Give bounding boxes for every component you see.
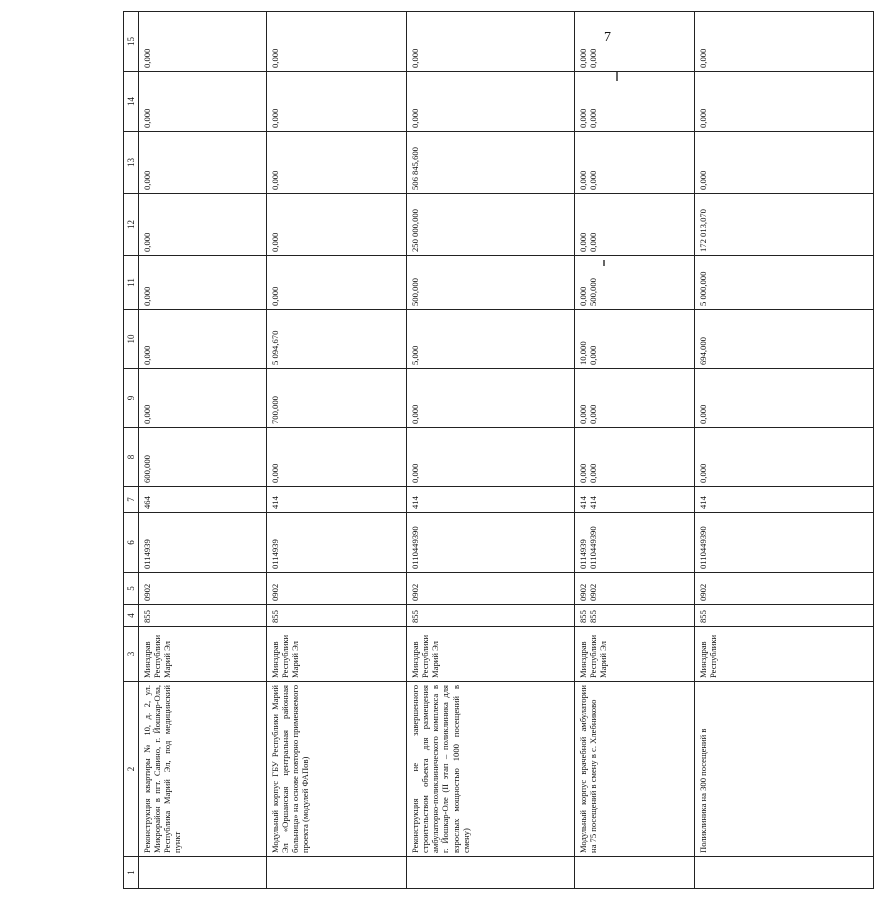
- cell-code: 0114939: [267, 513, 407, 573]
- cell-value: 5 094,670: [267, 310, 407, 369]
- cell-object-name: Поликлиника на 300 посещений в: [695, 682, 874, 857]
- table-row: [575, 12, 695, 889]
- cell-num: [139, 857, 267, 889]
- cell-value: 600,000: [139, 428, 267, 487]
- cell-code: 855: [267, 605, 407, 627]
- cell-code: 0114939: [139, 513, 267, 573]
- cell-value: 506 845,600: [407, 132, 575, 194]
- cell-value: 0,000: [407, 72, 575, 132]
- cell-value: 0,000: [695, 132, 874, 194]
- table-row: [139, 12, 267, 889]
- cell-value: 5,000: [407, 310, 575, 369]
- table-row: [407, 12, 575, 889]
- cell-value: 0,000: [267, 132, 407, 194]
- cell-value: 0,000 500,000: [575, 256, 695, 310]
- cell-value: 0,000 0,000: [575, 194, 695, 256]
- table-frame: [123, 12, 874, 889]
- table-row: [267, 12, 407, 889]
- cell-value: 0,000: [139, 194, 267, 256]
- cell-value: 0,000: [407, 428, 575, 487]
- cell-code: 855: [695, 605, 874, 627]
- cell-value: 0,000: [139, 132, 267, 194]
- cell-value: 0,000 0,000: [575, 428, 695, 487]
- cell-value: 0,000 0,000: [575, 12, 695, 72]
- cell-code: 0902: [407, 573, 575, 605]
- col-header: 13: [124, 132, 139, 194]
- cell-customer: Минздрав Республики Марий Эл: [575, 627, 695, 682]
- cell-value: 0,000: [139, 369, 267, 428]
- col-header: 8: [124, 428, 139, 487]
- header-row: [124, 12, 139, 889]
- cell-num: [407, 857, 575, 889]
- cell-object-name: Модульный корпус врачебной амбулатории на 75 посещений в смену в с. Хлебниково: [575, 682, 695, 857]
- cell-value: 700,000: [267, 369, 407, 428]
- cell-value: 694,000: [695, 310, 874, 369]
- cell-value: 0,000: [139, 256, 267, 310]
- cell-value: 0,000: [695, 369, 874, 428]
- cell-value: 0,000 0,000: [575, 132, 695, 194]
- cell-value: 0,000: [267, 72, 407, 132]
- cell-code: 855: [407, 605, 575, 627]
- cell-value: 0,000: [695, 12, 874, 72]
- cell-value: 0,000: [267, 12, 407, 72]
- rotated-table-wrapper: [123, 12, 874, 889]
- col-header: 12: [124, 194, 139, 256]
- cell-object-name: Реконструкция квартиры № 10, д. 2, ул. Микрорайон в пгт. Савино, г. Йошкар-Ола, Республика Марий Эл, под медицинский пункт: [139, 682, 267, 857]
- table-row: [695, 12, 874, 889]
- cell-value: 0,000 0,000: [575, 369, 695, 428]
- col-header: 5: [124, 573, 139, 605]
- col-header: 4: [124, 605, 139, 627]
- cell-value: 250 000,000: [407, 194, 575, 256]
- cell-code: 855: [139, 605, 267, 627]
- cell-value: 500,000: [407, 256, 575, 310]
- cell-customer: Минздрав Республики: [695, 627, 874, 682]
- cell-num: [267, 857, 407, 889]
- cell-code: 0902: [139, 573, 267, 605]
- cell-customer: Минздрав Республики Марий Эл: [267, 627, 407, 682]
- cell-value: 0,000: [139, 310, 267, 369]
- cell-code: 0902 0902: [575, 573, 695, 605]
- col-header: 15: [124, 12, 139, 72]
- col-header: 6: [124, 513, 139, 573]
- cell-value: 0,000: [139, 12, 267, 72]
- cell-value: 5 000,000: [695, 256, 874, 310]
- cell-code: 414: [695, 487, 874, 513]
- col-header: 14: [124, 72, 139, 132]
- cell-code: 0902: [267, 573, 407, 605]
- cell-num: [695, 857, 874, 889]
- col-header: 3: [124, 627, 139, 682]
- col-header: 9: [124, 369, 139, 428]
- cell-value: 172 013,070: [695, 194, 874, 256]
- page-number: 7: [604, 30, 611, 45]
- cell-code: 0114939 0110449390: [575, 513, 695, 573]
- col-header: 2: [124, 682, 139, 857]
- col-header: 1: [124, 857, 139, 889]
- cell-value: 0,000: [695, 428, 874, 487]
- col-header: 7: [124, 487, 139, 513]
- cell-code: 464: [139, 487, 267, 513]
- cell-value: 0,000: [267, 256, 407, 310]
- cell-num: [575, 857, 695, 889]
- cell-value: 0,000: [407, 12, 575, 72]
- cell-value: 10,000 0,000: [575, 310, 695, 369]
- cell-code: 855 855: [575, 605, 695, 627]
- cell-code: 414: [407, 487, 575, 513]
- cell-code: 0902: [695, 573, 874, 605]
- cell-customer: Минздрав Республики Марий Эл: [407, 627, 575, 682]
- cell-code: 0110449390: [407, 513, 575, 573]
- cell-value: 0,000: [267, 428, 407, 487]
- cell-code: 414: [267, 487, 407, 513]
- cell-object-name: Реконструкция не завершенного строительством объекта для размещения амбулаторно-поликлинического комплекса в г. Йошкар-Оле (II этап – поликлиника для взрослых мощностью 1000 посещений в смену): [407, 682, 575, 857]
- cell-object-name: Модульный корпус ГБУ Республики Марий Эл «Оршанская центральная районная больница» на основе повторно применяемого проекта (модулей ФАПов): [267, 682, 407, 857]
- col-header: 10: [124, 310, 139, 369]
- cell-value: 0,000: [267, 194, 407, 256]
- cell-code: 0110449390: [695, 513, 874, 573]
- col-header: 11: [124, 256, 139, 310]
- budget-table: [123, 11, 874, 889]
- cell-value: 0,000 0,000: [575, 72, 695, 132]
- cell-code: 414 414: [575, 487, 695, 513]
- cell-customer: Минздрав Республики Марий Эл: [139, 627, 267, 682]
- cell-value: 0,000: [139, 72, 267, 132]
- cell-value: 0,000: [407, 369, 575, 428]
- cell-value: 0,000: [695, 72, 874, 132]
